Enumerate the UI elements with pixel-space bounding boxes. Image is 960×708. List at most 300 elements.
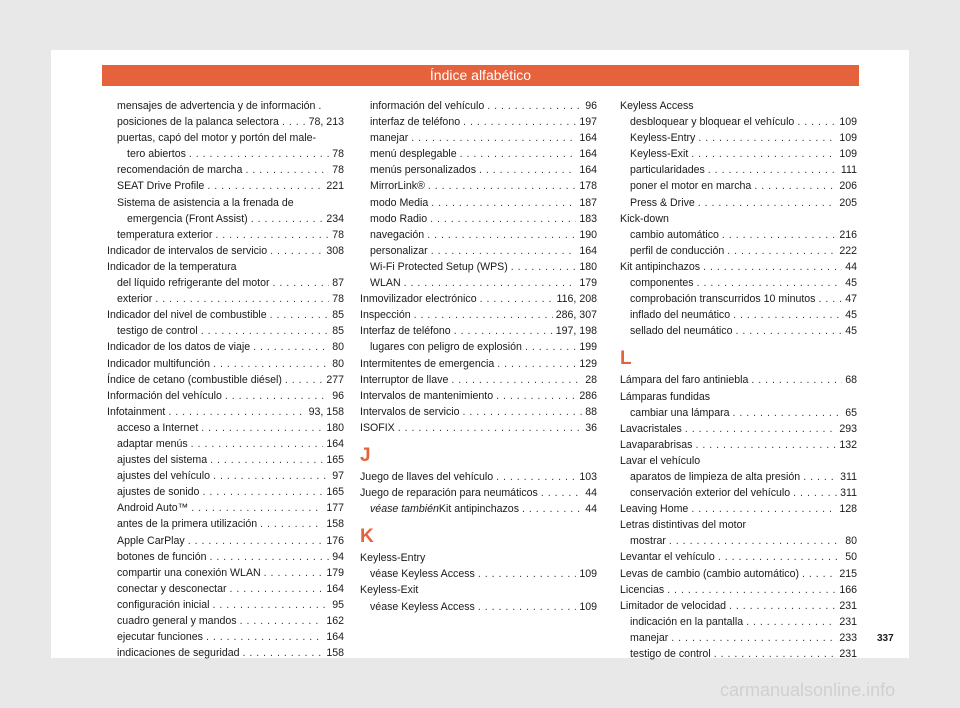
index-entry-term: Keyless-Exit [360, 584, 419, 597]
page-number: 337 [877, 633, 894, 644]
dot-leader [729, 598, 836, 614]
index-entry-term: indicaciones de seguridad [117, 647, 240, 660]
watermark: carmanualsonline.info [720, 680, 896, 700]
dot-leader [253, 339, 329, 355]
index-entry-pages: 180 [579, 260, 597, 273]
index-entry-pages: 87 [332, 277, 344, 290]
index-entry-pages: 45 [845, 277, 857, 290]
index-entry-pages: 80 [332, 341, 344, 354]
dot-leader [754, 178, 836, 194]
index-entry [620, 291, 857, 307]
index-entry [360, 162, 597, 178]
index-entry-pages: 109 [579, 600, 597, 613]
index-entry [360, 114, 597, 130]
index-entry [107, 516, 344, 532]
index-entry-term: Limitador de velocidad [620, 599, 726, 612]
index-entry [360, 388, 597, 404]
index-entry-term: Lavar el vehículo [620, 454, 701, 467]
index-entry [620, 372, 857, 388]
index-entry-pages: 190 [579, 228, 597, 241]
index-entry [107, 275, 344, 291]
index-entry-term: Índice de cetano (combustible diésel) [107, 373, 282, 386]
index-entry-term: Inspección [360, 309, 411, 322]
index-entry [620, 389, 857, 405]
index-entry-pages: 109 [839, 148, 857, 161]
index-entry [360, 599, 597, 615]
dot-leader [201, 420, 323, 436]
index-column-3 [620, 98, 857, 662]
index-entry-pages: 44 [585, 487, 597, 500]
index-entry [620, 195, 857, 211]
index-entry [360, 404, 597, 420]
index-entry [107, 307, 344, 323]
index-entry-term: cuadro general y mandos [117, 615, 237, 627]
index-entry [107, 533, 344, 549]
index-entry [107, 356, 344, 372]
index-entry-term: Keyless Access [620, 100, 694, 112]
index-entry-term: del líquido refrigerante del motor [117, 277, 270, 290]
index-entry-pages: 50 [845, 551, 857, 564]
index-entry-pages: 222 [839, 244, 857, 257]
index-entry [620, 323, 857, 339]
index-entry-pages: 80 [845, 535, 857, 548]
index-entry-pages: 78 [332, 228, 344, 241]
index-entry [620, 98, 857, 114]
index-entry [620, 211, 857, 227]
index-entry-term: puertas, capó del motor y portón del male- [117, 132, 317, 145]
index-entry-pages: 164 [579, 132, 597, 145]
index-entry [620, 227, 857, 243]
index-entry [620, 469, 857, 485]
see-also-label: véase también [370, 503, 439, 516]
index-entry [107, 404, 344, 420]
dot-leader [480, 291, 554, 307]
index-entry-pages: 158 [326, 647, 344, 660]
index-entry-term: Información del vehículo [107, 389, 222, 402]
index-entry-pages: 187 [579, 196, 597, 209]
dot-leader [460, 146, 577, 162]
index-entry-pages: 179 [579, 277, 597, 290]
index-entry-term: Juego de reparación para neumáticos [360, 487, 538, 500]
dot-leader [243, 645, 324, 661]
index-entry-pages: 116, 208 [556, 293, 597, 306]
dot-leader [478, 599, 577, 615]
dot-leader [511, 259, 577, 275]
dot-leader [746, 614, 836, 630]
index-entry-pages: 96 [332, 389, 344, 402]
dot-leader [797, 114, 836, 130]
index-entry-pages: 65 [845, 406, 857, 419]
dot-leader [427, 227, 576, 243]
index-entry [360, 339, 597, 355]
index-entry-pages: 231 [839, 615, 857, 628]
index-entry-term: Licencias [620, 583, 665, 596]
dot-leader [727, 243, 836, 259]
index-entry-term: Press & Drive [630, 196, 695, 209]
index-entry [620, 630, 857, 646]
index-entry [620, 275, 857, 291]
index-entry-pages: 183 [579, 212, 597, 225]
index-entry-pages: 308 [326, 244, 344, 257]
index-entry [107, 500, 344, 516]
index-entry-term: configuración inicial [117, 598, 210, 611]
index-entry [620, 453, 857, 469]
index-entry-term: ajustes del sistema [117, 454, 208, 467]
index-entry-term: testigo de control [117, 325, 198, 338]
index-entry-term: antes de la primera utilización [117, 518, 258, 531]
index-entry [620, 517, 857, 533]
dot-leader [225, 388, 329, 404]
index-entry [107, 227, 344, 243]
index-entry [360, 243, 597, 259]
dot-leader [273, 275, 330, 291]
index-entry-term: Intervalos de servicio [360, 405, 460, 418]
index-entry-term: MirrorLink® [370, 180, 425, 193]
index-entry [620, 405, 857, 421]
index-entry-term: Indicador del nivel de combustible [107, 309, 267, 322]
index-entry-term: compartir una conexión WLAN [117, 566, 261, 579]
index-entry-pages: 111 [840, 164, 857, 177]
index-entry-term: ejecutar funciones [117, 631, 203, 644]
index-entry-pages: 216 [839, 228, 857, 241]
index-entry [107, 130, 344, 146]
index-entry-term: Keyless-Entry [630, 132, 696, 145]
dot-leader [818, 291, 842, 307]
dot-leader [210, 452, 323, 468]
dot-leader [685, 421, 836, 437]
index-entry-term: posiciones de la palanca selectora [117, 116, 279, 129]
dot-leader [479, 162, 576, 178]
index-entry-term: navegación [370, 228, 425, 241]
dot-leader [698, 130, 836, 146]
dot-leader [697, 275, 843, 291]
dot-leader [714, 646, 837, 662]
index-entry [360, 130, 597, 146]
index-entry-term: véase Keyless Access [370, 600, 475, 613]
index-entry [360, 501, 597, 517]
dot-leader [207, 178, 323, 194]
index-entry-pages: 36 [585, 421, 597, 434]
index-entry-term: menús personalizados [370, 164, 476, 177]
index-entry-term: Keyless-Exit [630, 148, 689, 161]
dot-leader [155, 291, 329, 307]
index-entry-term: mostrar [630, 535, 666, 548]
index-entry [107, 420, 344, 436]
index-entry-pages: 85 [332, 325, 344, 338]
dot-leader [404, 275, 577, 291]
dot-leader [245, 162, 329, 178]
index-entry [360, 550, 597, 566]
index-entry [107, 98, 344, 114]
index-entry-term: sellado del neumático [630, 325, 733, 338]
index-entry [620, 582, 857, 598]
index-entry-term: Sistema de asistencia a la frenada de [117, 196, 294, 209]
index-entry-pages: 162 [326, 615, 344, 627]
index-entry [620, 614, 857, 630]
dot-leader [691, 146, 836, 162]
index-entry [620, 114, 857, 130]
dot-leader [230, 581, 324, 597]
index-entry-pages: 47 [845, 293, 857, 306]
index-entry-pages: 205 [839, 196, 857, 209]
index-entry [107, 114, 344, 130]
dot-leader [451, 372, 582, 388]
index-entry [620, 646, 857, 662]
index-entry [107, 162, 344, 178]
index-entry [107, 291, 344, 307]
index-entry-pages: 129 [579, 357, 597, 370]
index-entry [620, 259, 857, 275]
index-entry-term: Intervalos de mantenimiento [360, 389, 494, 402]
index-entry-term: Letras distintivas del motor [620, 519, 747, 532]
index-entry [360, 420, 597, 436]
index-entry-term: Kick-down [620, 212, 669, 225]
dot-leader [189, 146, 329, 162]
dot-leader [212, 597, 329, 613]
dot-leader [188, 533, 324, 549]
dot-leader [695, 437, 836, 453]
index-entry-term: comprobación transcurridos 10 minutos [630, 293, 816, 306]
index-entry-term: interfaz de teléfono [370, 116, 461, 129]
index-entry-term: Indicador de la temperatura [107, 260, 237, 273]
index-entry [360, 227, 597, 243]
index-entry-pages: 165 [326, 454, 344, 467]
index-entry-pages: 197, 198 [555, 325, 597, 338]
index-entry-pages: 158 [326, 518, 344, 531]
index-entry-term: Lavacristales [620, 422, 682, 435]
index-entry-pages: 286 [579, 389, 597, 402]
index-entry-pages: 197 [579, 116, 597, 129]
index-entry-term: Indicador multifunción [107, 357, 211, 370]
index-entry-term: cambio automático [630, 228, 719, 241]
dot-leader [251, 211, 324, 227]
index-entry-pages: 231 [839, 599, 857, 612]
index-entry-pages: 286, 307 [555, 309, 597, 322]
dot-leader [206, 629, 323, 645]
index-entry-pages: 109 [839, 132, 857, 145]
index-entry-term: emergencia (Front Assist) [127, 212, 248, 225]
dot-leader [431, 195, 576, 211]
index-entry [620, 130, 857, 146]
index-entry-pages: 78, 213 [308, 116, 344, 129]
index-entry [360, 582, 597, 598]
index-entry [620, 485, 857, 501]
index-entry-pages: 132 [839, 438, 857, 451]
dot-leader [414, 307, 553, 323]
index-entry-pages: 78 [332, 164, 344, 177]
index-entry-pages: 164 [579, 164, 597, 177]
index-entry [360, 275, 597, 291]
index-entry-pages: 215 [839, 567, 857, 580]
index-entry [620, 598, 857, 614]
index-entry-pages: 93, 158 [308, 405, 344, 418]
dot-leader [478, 566, 577, 582]
index-entry-pages: 179 [326, 566, 344, 579]
index-entry [620, 421, 857, 437]
dot-leader [733, 405, 843, 421]
dot-leader [463, 114, 576, 130]
dot-leader [428, 178, 576, 194]
index-entry [107, 597, 344, 613]
dot-leader [430, 211, 576, 227]
index-entry-term: Indicador de los datos de viaje [107, 341, 251, 354]
dot-leader [803, 469, 837, 485]
index-entry [360, 372, 597, 388]
index-entry-pages: 199 [579, 341, 597, 354]
index-entry-term: tero abiertos [127, 148, 186, 161]
index-entry [107, 243, 344, 259]
index-entry [107, 178, 344, 194]
index-entry-term: Kit antipinchazos [620, 260, 701, 273]
index-entry-term: aparatos de limpieza de alta presión [630, 470, 801, 483]
index-entry-term: Kit antipinchazos [438, 503, 519, 516]
index-entry [360, 211, 597, 227]
index-entry-term: desbloquear y bloquear el vehículo [630, 116, 795, 129]
dot-leader [691, 501, 836, 517]
index-entry-term: menú desplegable [370, 148, 457, 161]
dot-leader [201, 323, 330, 339]
index-entry [620, 178, 857, 194]
index-entry [360, 146, 597, 162]
index-entry-pages: 103 [579, 470, 597, 483]
index-entry [107, 195, 344, 211]
index-entry-term: Levas de cambio (cambio automático) [620, 567, 800, 580]
index-entry-term: manejar [370, 132, 409, 145]
index-entry-pages: 95 [332, 598, 344, 611]
index-entry-pages: 109 [839, 116, 857, 129]
index-entry-pages: 221 [326, 180, 344, 193]
dot-leader [282, 114, 306, 130]
index-entry [107, 211, 344, 227]
index-entry-pages: 88 [585, 405, 597, 418]
dot-leader [202, 484, 323, 500]
dot-leader [793, 485, 837, 501]
index-entry-term: Leaving Home [620, 503, 689, 516]
index-entry [360, 291, 597, 307]
dot-leader [240, 613, 324, 629]
index-entry-term: Wi-Fi Protected Setup (WPS) [370, 260, 508, 273]
index-entry-pages: 44 [845, 260, 857, 273]
index-entry [360, 98, 597, 114]
index-entry-term: ajustes del vehículo [117, 470, 211, 483]
dot-leader [802, 566, 836, 582]
index-entry-term: información del vehículo [370, 100, 485, 112]
dot-leader [735, 323, 842, 339]
index-entry [107, 581, 344, 597]
index-entry-pages: 96 [585, 100, 597, 112]
dot-leader [264, 565, 324, 581]
index-entry [107, 565, 344, 581]
index-entry-term: particularidades [630, 164, 705, 177]
index-entry-pages: 85 [332, 309, 344, 322]
index-entry-pages: 178 [579, 180, 597, 193]
dot-leader [463, 404, 583, 420]
index-entry-term: conectar y desconectar [117, 582, 227, 595]
dot-leader [398, 420, 582, 436]
index-entry-term: mensajes de advertencia y de información . [117, 100, 322, 112]
index-section-letter: J [360, 444, 371, 466]
index-entry-term: Infotainment [107, 405, 166, 418]
index-entry-term: véase Keyless Access [370, 568, 475, 581]
index-entry-pages: 109 [579, 568, 597, 581]
index-entry-pages: 277 [326, 373, 344, 386]
index-entry [620, 162, 857, 178]
dot-leader [669, 533, 842, 549]
index-entry-term: Lavaparabrisas [620, 438, 693, 451]
dot-leader [191, 436, 324, 452]
index-entry-pages: 164 [579, 148, 597, 161]
index-entry-pages: 44 [585, 503, 597, 516]
index-column-1 [107, 98, 344, 661]
index-entry-pages: 78 [332, 293, 344, 306]
index-entry-term: Levantar el vehículo [620, 551, 715, 564]
index-entry [360, 259, 597, 275]
index-section-letter: K [360, 526, 374, 548]
index-entry-pages: 293 [839, 422, 857, 435]
dot-leader [270, 307, 330, 323]
index-entry-term: botones de función [117, 550, 207, 563]
index-entry-term: recomendación de marcha [117, 164, 243, 177]
index-entry-term: ISOFIX [360, 421, 395, 434]
index-entry-pages: 231 [839, 648, 857, 660]
index-entry [620, 437, 857, 453]
dot-leader [215, 227, 329, 243]
index-entry-pages: 177 [326, 502, 344, 515]
dot-leader [213, 468, 329, 484]
index-entry-pages: 176 [326, 534, 344, 547]
index-entry-term: componentes [630, 277, 694, 290]
dot-leader [722, 227, 836, 243]
dot-leader [733, 307, 842, 323]
index-entry-pages: 166 [839, 583, 857, 596]
index-entry-pages: 45 [845, 309, 857, 322]
dot-leader [191, 500, 323, 516]
dot-leader [285, 372, 323, 388]
index-entry-term: lugares con peligro de explosión [370, 341, 522, 354]
index-entry-term: exterior [117, 293, 153, 306]
index-entry [107, 339, 344, 355]
index-entry [107, 549, 344, 565]
dot-leader [671, 630, 836, 646]
index-entry-pages: 94 [332, 550, 344, 563]
index-entry-pages: 97 [332, 470, 344, 483]
index-entry-term: personalizar [370, 244, 428, 257]
index-entry [107, 323, 344, 339]
index-entry [360, 178, 597, 194]
dot-leader [260, 516, 323, 532]
dot-leader [497, 356, 576, 372]
dot-leader [454, 323, 553, 339]
index-entry [107, 388, 344, 404]
dot-leader [541, 485, 582, 501]
index-entry [360, 485, 597, 501]
index-entry [620, 243, 857, 259]
index-entry-term: modo Radio [370, 212, 428, 225]
index-entry-term: ajustes de sonido [117, 486, 200, 499]
index-entry [107, 468, 344, 484]
dot-leader [496, 388, 576, 404]
index-entry-term: indicación en la pantalla [630, 615, 744, 628]
dot-leader [411, 130, 576, 146]
index-entry [107, 452, 344, 468]
dot-leader [667, 582, 836, 598]
index-entry [107, 645, 344, 661]
index-entry-pages: 180 [326, 421, 344, 434]
dot-leader [522, 501, 582, 517]
index-entry-term: Juego de llaves del vehículo [360, 470, 494, 483]
index-entry-term: poner el motor en marcha [630, 180, 752, 193]
dot-leader [496, 469, 576, 485]
